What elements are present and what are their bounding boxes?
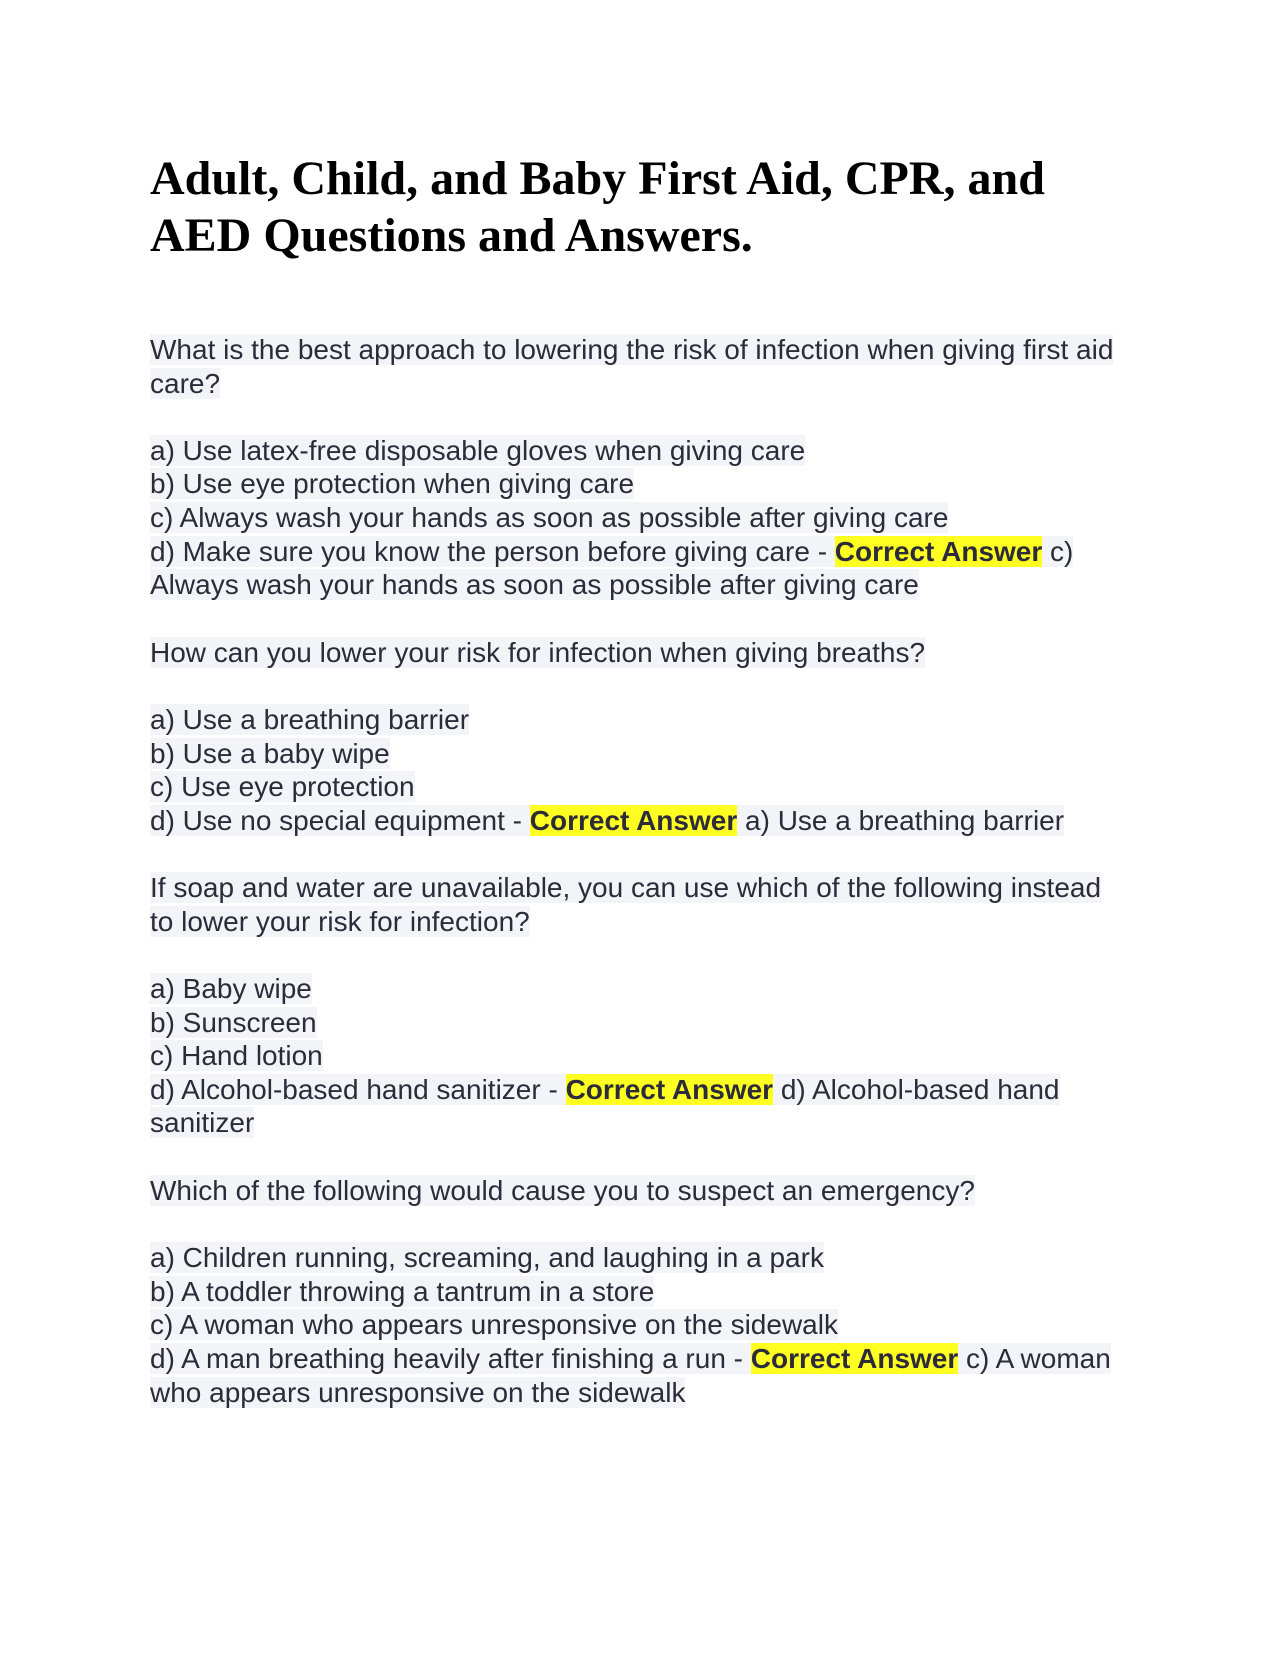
option-b (150, 737, 1130, 771)
option-a (150, 1241, 1130, 1275)
option-label: d) Make sure you know the person before giving care - (150, 535, 835, 567)
qa-item-3 (150, 871, 1130, 1140)
option-c (150, 501, 1130, 535)
question-label: What is the best approach to lowering the risk of infection when giving first aid care? (150, 334, 1114, 399)
option-c (150, 770, 1130, 804)
option-c (150, 1308, 1130, 1342)
qa-list (150, 333, 1130, 1443)
qa-item-1 (150, 333, 1130, 602)
question-label: How can you lower your risk for infection when giving breaths? (150, 636, 926, 668)
option-label: d) A man breathing heavily after finishing a run - (150, 1343, 751, 1375)
answer-text: c) A woman who appears unresponsive on the sidewalk (150, 1343, 1111, 1408)
option-label: a) Use a breathing barrier (150, 703, 470, 735)
qa-item-4 (150, 1174, 1130, 1409)
question-text (150, 1174, 1130, 1208)
option-c (150, 1039, 1130, 1073)
document-title: Adult, Child, and Baby First Aid, CPR, and AED Questions and Answers. (150, 152, 1045, 262)
answer-text: a) Use a breathing barrier (737, 804, 1065, 836)
option-b (150, 467, 1130, 501)
correct-answer-badge: Correct Answer (834, 535, 1043, 567)
question-text (150, 871, 1130, 938)
correct-answer-badge: Correct Answer (565, 1073, 774, 1105)
option-label: d) Alcohol-based hand sanitizer - (150, 1073, 566, 1105)
option-label: d) Use no special equipment - (150, 804, 530, 836)
option-label: a) Use latex-free disposable gloves when giving care (150, 434, 806, 466)
question-label: Which of the following would cause you to suspect an emergency? (150, 1175, 975, 1207)
correct-answer-badge: Correct Answer (750, 1343, 959, 1375)
option-d (150, 535, 1130, 602)
option-label: a) Baby wipe (150, 973, 312, 1005)
correct-answer-badge: Correct Answer (529, 804, 738, 836)
option-label: c) A woman who appears unresponsive on the sidewalk (150, 1309, 838, 1341)
option-d (150, 1342, 1130, 1409)
answer-text: d) Alcohol-based hand sanitizer (150, 1073, 1060, 1139)
option-a (150, 703, 1130, 737)
qa-item-2 (150, 636, 1130, 838)
option-a (150, 434, 1130, 468)
question-label: If soap and water are unavailable, you can use which of the following instead to lower your risk for infection? (150, 872, 1102, 937)
option-label: b) A toddler throwing a tantrum in a store (150, 1275, 655, 1307)
option-label: c) Hand lotion (150, 1040, 323, 1072)
option-d (150, 1073, 1130, 1140)
option-a (150, 972, 1130, 1006)
option-b (150, 1006, 1130, 1040)
option-label: b) Use a baby wipe (150, 737, 390, 769)
option-label: c) Always wash your hands as soon as possible after giving care (150, 501, 949, 533)
option-b (150, 1275, 1130, 1309)
option-label: b) Use eye protection when giving care (150, 468, 635, 500)
option-label: c) Use eye protection (150, 771, 415, 803)
option-label: b) Sunscreen (150, 1006, 317, 1038)
question-text (150, 636, 1130, 670)
answer-text: c) Always wash your hands as soon as possible after giving care (150, 535, 1074, 601)
question-text (150, 333, 1130, 400)
option-d (150, 804, 1130, 838)
option-label: a) Children running, screaming, and laughing in a park (150, 1242, 824, 1274)
